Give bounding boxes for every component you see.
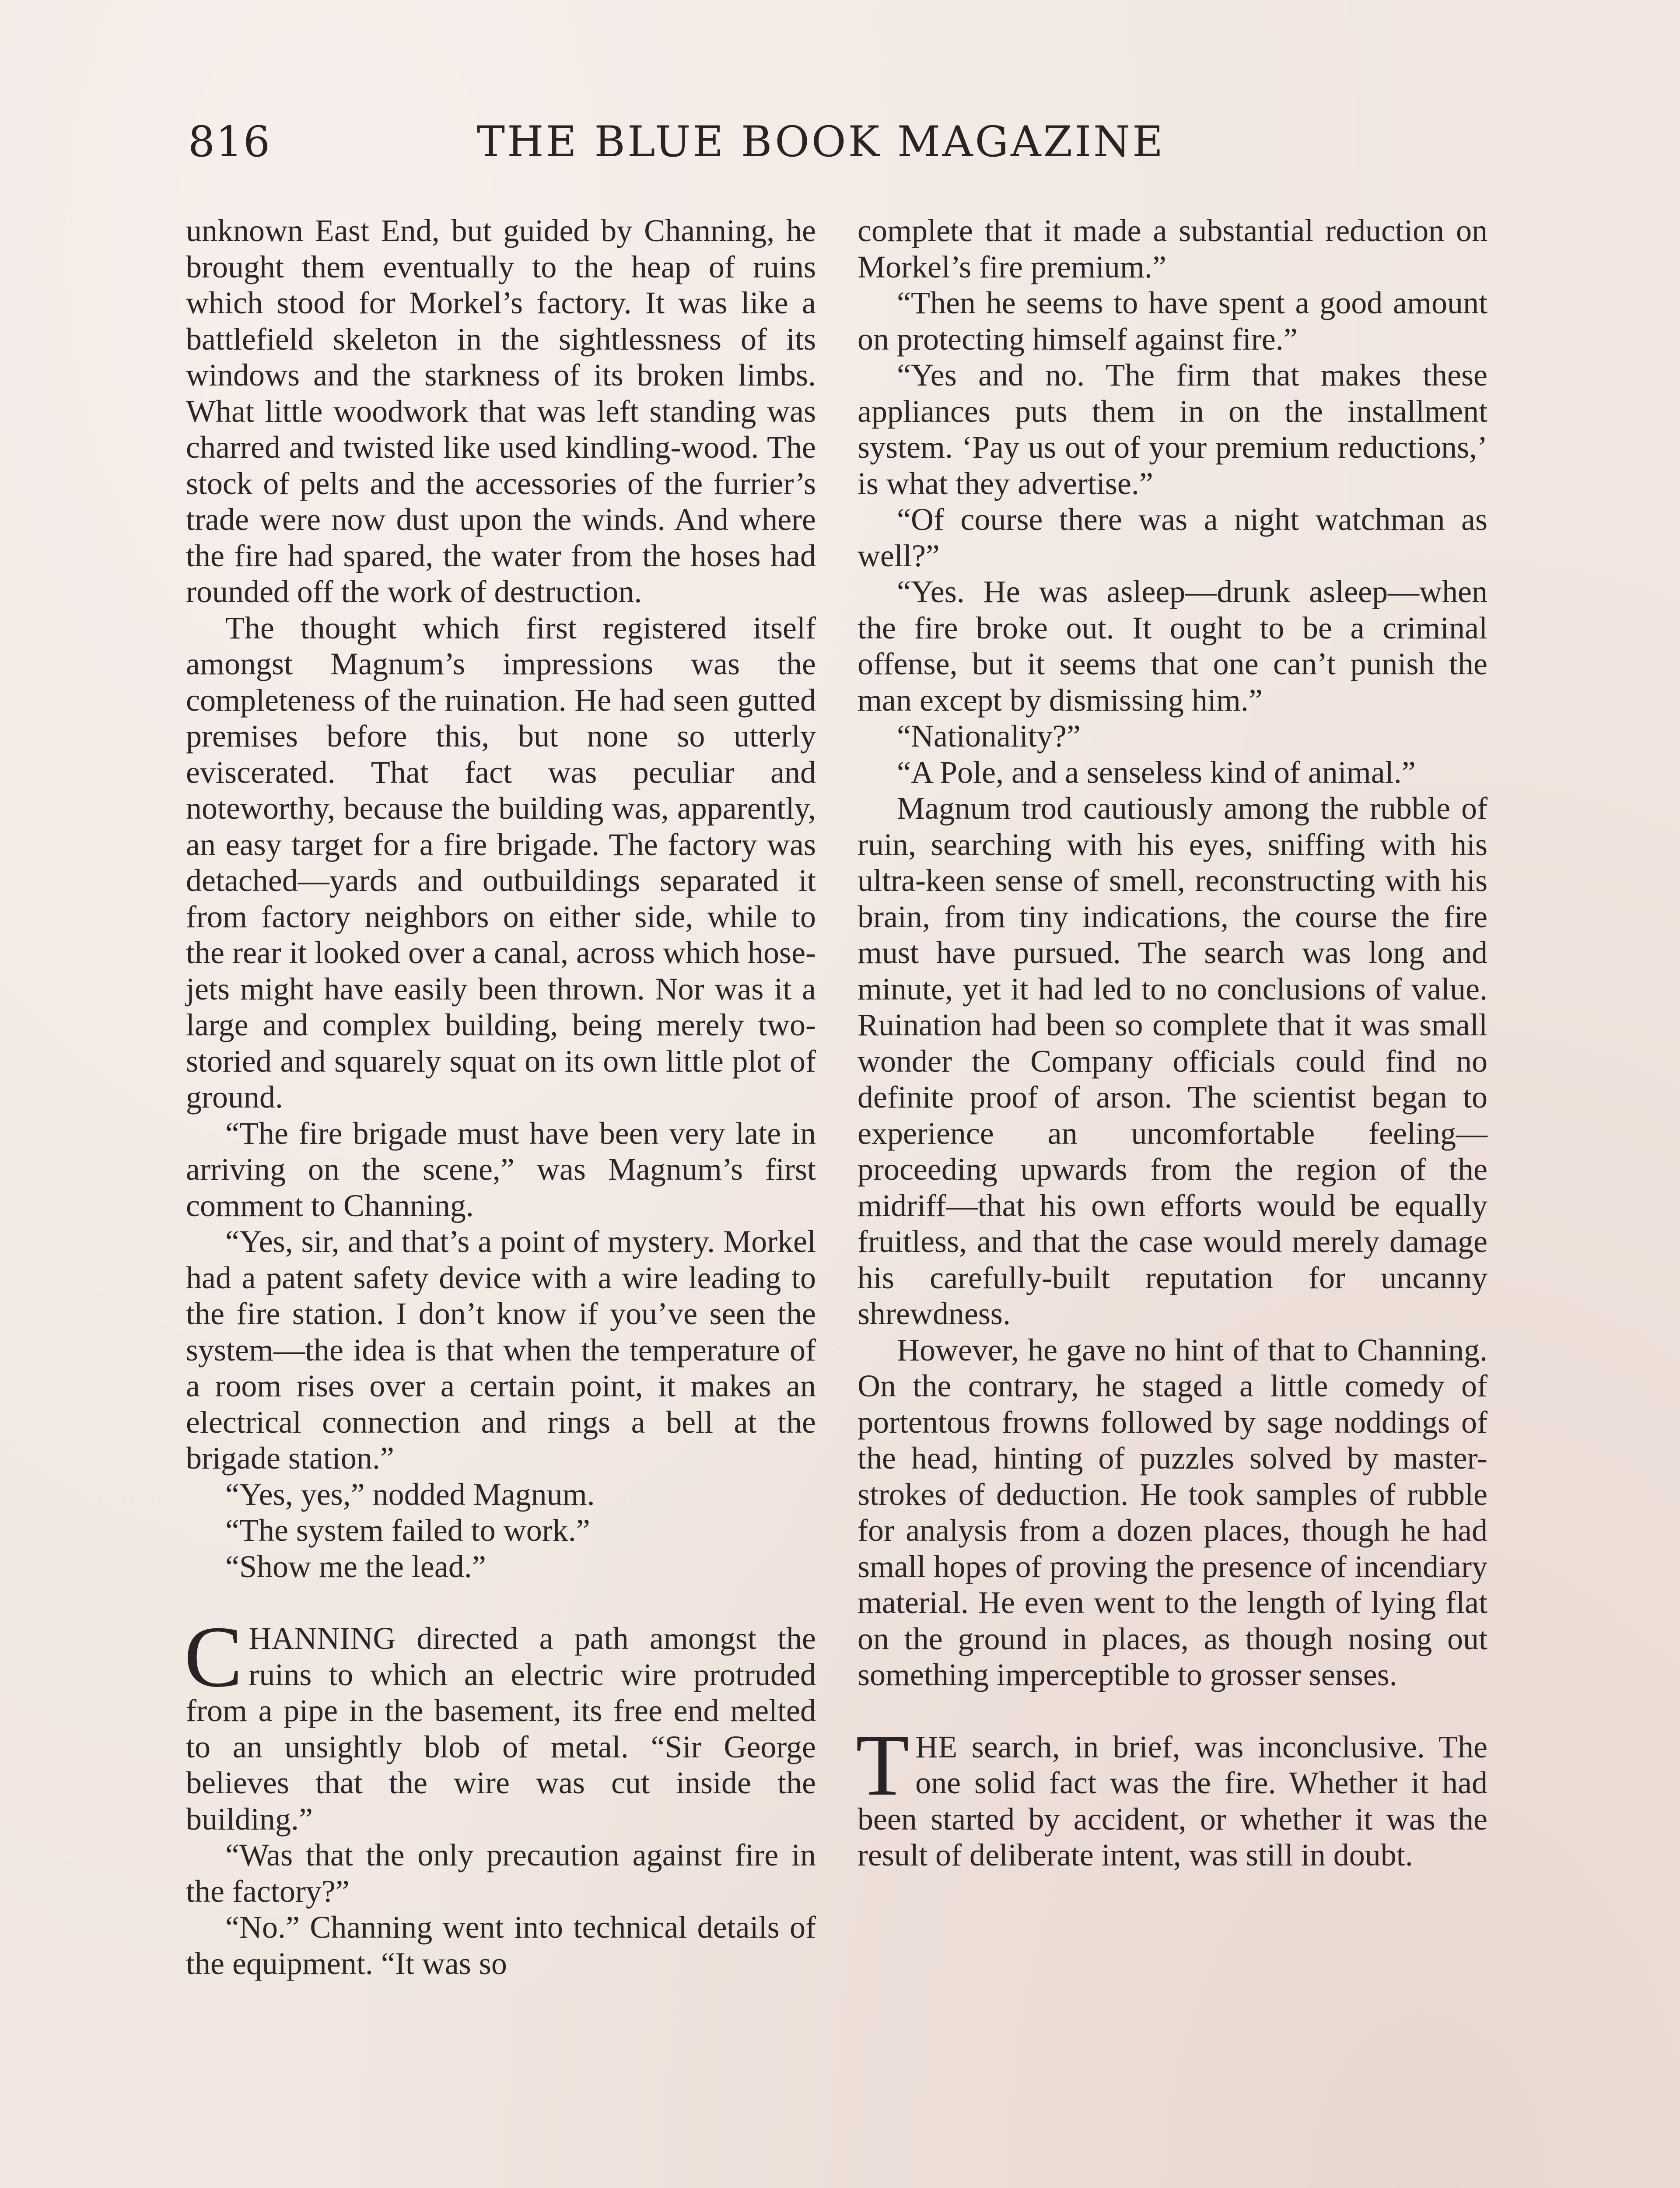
paragraph: “A Pole, and a senseless kind of animal.”: [897, 754, 1416, 790]
drop-cap: T: [856, 1717, 910, 1814]
drop-cap: C: [184, 1609, 243, 1705]
paragraph: “Yes and no. The firm that makes these appliances puts them in on the installment system. ‘Pay us out of your premium reductions,’ is what they advertise.”: [858, 358, 1488, 501]
section-opening-paragraph: [856, 1717, 1488, 1873]
page-number: 816: [188, 117, 271, 166]
paragraph: “Of course there was a night watchman as well?”: [858, 502, 1488, 573]
right-column: [858, 213, 1488, 1873]
paragraph: “Yes. He was asleep—drunk asleep—when the fire broke out. It ought to be a criminal offense, but it seems that one can’t punish the man except by dismissing him.”: [858, 574, 1488, 718]
paragraph: Magnum trod cautiously among the rubble of ruin, searching with his eyes, sniffing with his ultra-keen sense of smell, reconstructing with his brain, from tiny indications, the course the fire must have pursued. The search was long and minute, yet it had led to no conclusions of value. Ruination had been so complete that it was small wonder the Company officials could find no definite proof of arson. The scientist began to experience an uncomfortable feeling—proceeding upwards from the region of the midriff—that his own efforts would be equally fruitless, and that the case would merely damage his carefully-built reputation for uncanny shrewdness.: [858, 791, 1488, 1331]
running-head-title: THE BLUE BOOK MAGAZINE: [477, 117, 1166, 166]
paragraph: “The system failed to work.”: [225, 1513, 590, 1548]
paragraph: “The fire brigade must have been very late in arriving on the scene,” was Magnum’s first comment to Channing.: [186, 1115, 816, 1223]
paragraph: “Then he seems to have spent a good amount on protecting himself against fire.”: [858, 285, 1488, 357]
paragraph: “Nationality?”: [897, 719, 1081, 754]
section-text: HE search, in brief, was inconclusive. The one solid fact was the fire. Whether it had been started by accident, or whether it was the result of deliberate intent, was still in doubt.: [858, 1729, 1488, 1872]
left-column: [186, 213, 816, 1981]
paragraph: The thought which first registered itself amongst Magnum’s impressions was the completeness of the ruination. He had seen gutted premises before this, but none so utterly eviscerated. That fact was peculiar and noteworthy, because the building was, apparently, an easy target for a fire brigade. The factory was detached—yards and outbuildings separated it from factory neighbors on either side, while to the rear it looked over a canal, across which hose-jets might have easily been thrown. Nor was it a large and complex building, being merely two-storied and squarely squat on its own little plot of ground.: [186, 610, 816, 1115]
paragraph: “Show me the lead.”: [225, 1549, 486, 1584]
paragraph: complete that it made a substantial reduction on Morkel’s fire premium.”: [858, 213, 1488, 284]
paragraph: “No.” Channing went into technical details of the equipment. “It was so: [186, 1910, 816, 1981]
paragraph: “Yes, sir, and that’s a point of mystery. Morkel had a patent safety device with a wire leading to the fire station. I don’t know if you’ve seen the system—the idea is that when the temperature of a room rises over a certain point, it makes an electrical connection and rings a bell at the brigade station.”: [186, 1224, 816, 1476]
section-opening-paragraph: [184, 1609, 816, 1837]
page-header: [188, 117, 1505, 183]
paragraph: “Was that the only precaution against fire in the factory?”: [186, 1837, 816, 1909]
paragraph: However, he gave no hint of that to Channing. On the contrary, he staged a little comedy of portentous frowns followed by sage noddings of the head, hinting of puzzles solved by master-strokes of deduction. He took samples of rubble for analysis from a dozen places, though he had small hopes of proving the presence of incendiary material. He even went to the length of lying flat on the ground in places, as though nosing out something imperceptible to grosser senses.: [858, 1332, 1488, 1692]
paragraph: “Yes, yes,” nodded Magnum.: [225, 1476, 595, 1512]
section-text: HANNING directed a path amongst the ruins to which an electric wire protruded from a pipe in the basement, its free end melted to an unsightly blob of metal. “Sir George believes that the wire was cut inside the building.”: [186, 1621, 816, 1837]
paragraph: unknown East End, but guided by Channing, he brought them eventually to the heap of ruins which stood for Morkel’s factory. It was like a battlefield skeleton in the sightlessness of its windows and the starkness of its broken limbs. What little woodwork that was left standing was charred and twisted like used kindling-wood. The stock of pelts and the accessories of the furrier’s trade were now dust upon the winds. And where the fire had spared, the water from the hoses had rounded off the work of destruction.: [186, 213, 816, 609]
